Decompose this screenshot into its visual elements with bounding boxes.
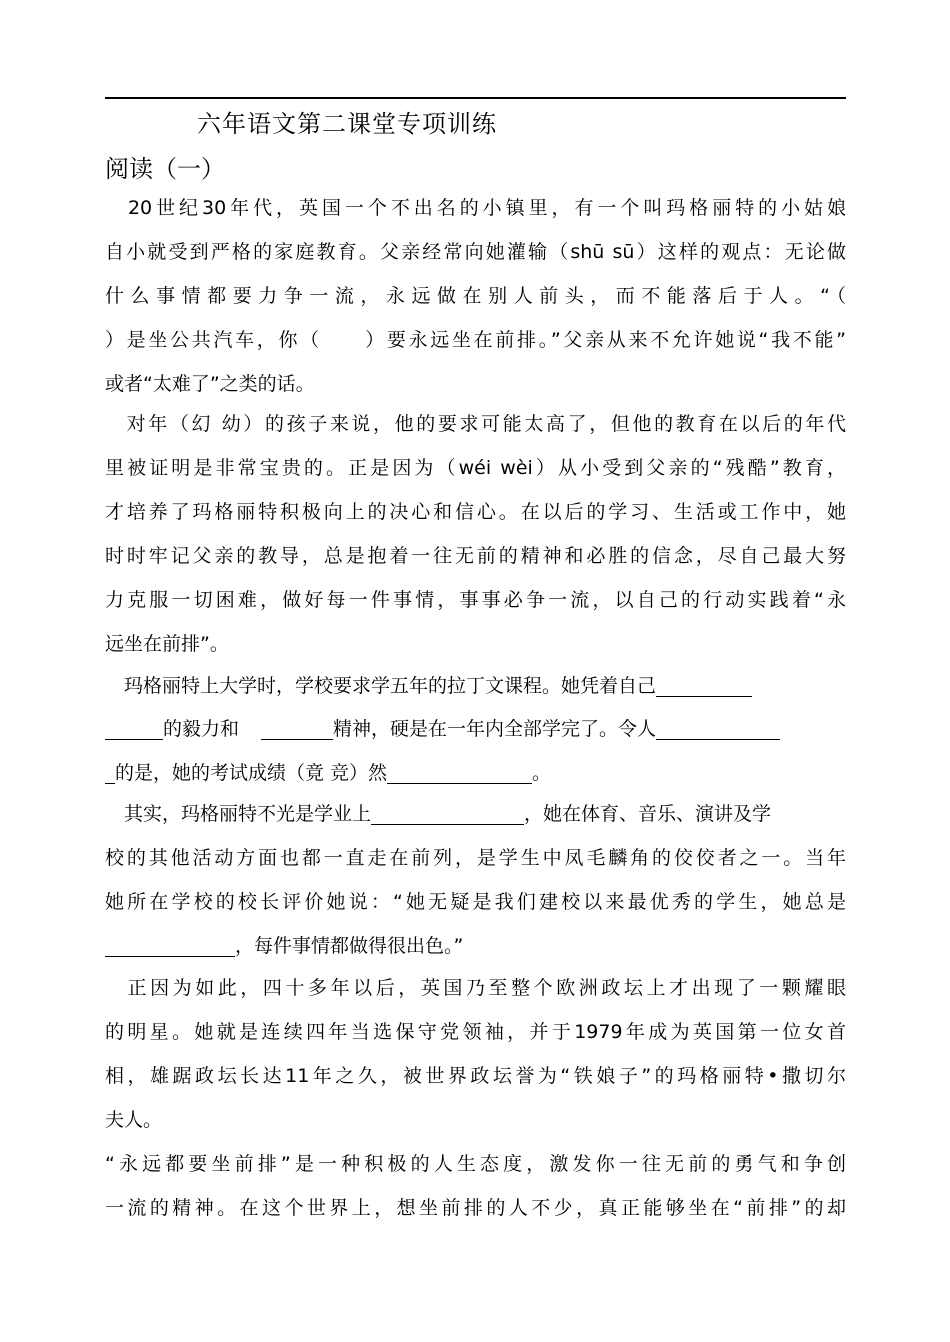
section-heading: 阅读（一） xyxy=(105,155,225,183)
answer-blank[interactable] xyxy=(105,759,115,784)
text-line: 的明星。她就是连续四年当选保守党领袖，并于1979年成为英国第一位女首 xyxy=(105,1021,846,1043)
header-rule xyxy=(105,97,846,99)
text-line: 相，雄踞政坛长达11年之久，被世界政坛誉为“铁娘子”的玛格丽特•撒切尔 xyxy=(105,1065,846,1087)
text-line: 其实，玛格丽特不光是学业上 ，她在体育、音乐、演讲及学 xyxy=(105,799,846,829)
answer-blank[interactable] xyxy=(261,715,333,740)
text-line: ）是坐公共汽车，你（ ）要永远坐在前排。”父亲从来不允许她说“我不能” xyxy=(105,329,846,351)
text-line: 她所在学校的校长评价她说：“她无疑是我们建校以来最优秀的学生，她总是 xyxy=(105,891,846,913)
page-title: 六年语文第二课堂专项训练 xyxy=(197,110,497,138)
answer-blank[interactable] xyxy=(105,932,235,957)
answer-blank[interactable] xyxy=(387,759,532,784)
text-line: 远坐在前排”。 xyxy=(105,633,229,655)
answer-blank[interactable] xyxy=(656,672,752,697)
text-line: 正因为如此，四十多年以后，英国乃至整个欧洲政坛上才出现了一颗耀眼 xyxy=(105,977,846,999)
answer-blank[interactable] xyxy=(371,800,524,825)
text-line: 什么事情都要力争一流，永远做在别人前头，而不能落后于人。“（ xyxy=(105,285,846,307)
text-line: 的毅力和 精神，硬是在一年内全部学完了。令人 xyxy=(105,714,846,744)
text-line: 校的其他活动方面也都一直走在前列，是学生中凤毛麟角的佼佼者之一。当年 xyxy=(105,847,846,869)
text-line: 力克服一切困难，做好每一件事情，事事必争一流，以自己的行动实践着“永 xyxy=(105,589,846,611)
text-line: “永远都要坐前排”是一种积极的人生态度，激发你一往无前的勇气和争创 xyxy=(105,1153,846,1175)
answer-blank[interactable] xyxy=(105,715,163,740)
text-line: 自小就受到严格的家庭教育。父亲经常向她灌输（shū sū）这样的观点：无论做 xyxy=(105,241,846,263)
text-line: 才培养了玛格丽特积极向上的决心和信心。在以后的学习、生活或工作中，她 xyxy=(105,501,846,523)
text-line: 时时牢记父亲的教导，总是抱着一往无前的精神和必胜的信念，尽自己最大努 xyxy=(105,545,846,567)
text-line: 或者“太难了”之类的话。 xyxy=(105,373,315,395)
answer-blank[interactable] xyxy=(656,715,780,740)
text-line: 20世纪30年代，英国一个不出名的小镇里，有一个叫玛格丽特的小姑娘 xyxy=(105,197,846,219)
text-line: 一流的精神。在这个世界上，想坐前排的人不少，真正能够坐在“前排”的却 xyxy=(105,1197,846,1219)
text-line: ，每件事情都做得很出色。” xyxy=(105,931,846,961)
text-line: 里被证明是非常宝贵的。正是因为（wéi wèi）从小受到父亲的“残酷”教育， xyxy=(105,457,846,479)
text-line: 夫人。 xyxy=(105,1109,163,1131)
text-line: 对年（幻 幼）的孩子来说，他的要求可能太高了，但他的教育在以后的年代 xyxy=(105,413,846,435)
text-line: 的是，她的考试成绩（竟 竞）然 。 xyxy=(105,758,846,788)
text-line: 玛格丽特上大学时，学校要求学五年的拉丁文课程。她凭着自己 xyxy=(105,671,846,701)
